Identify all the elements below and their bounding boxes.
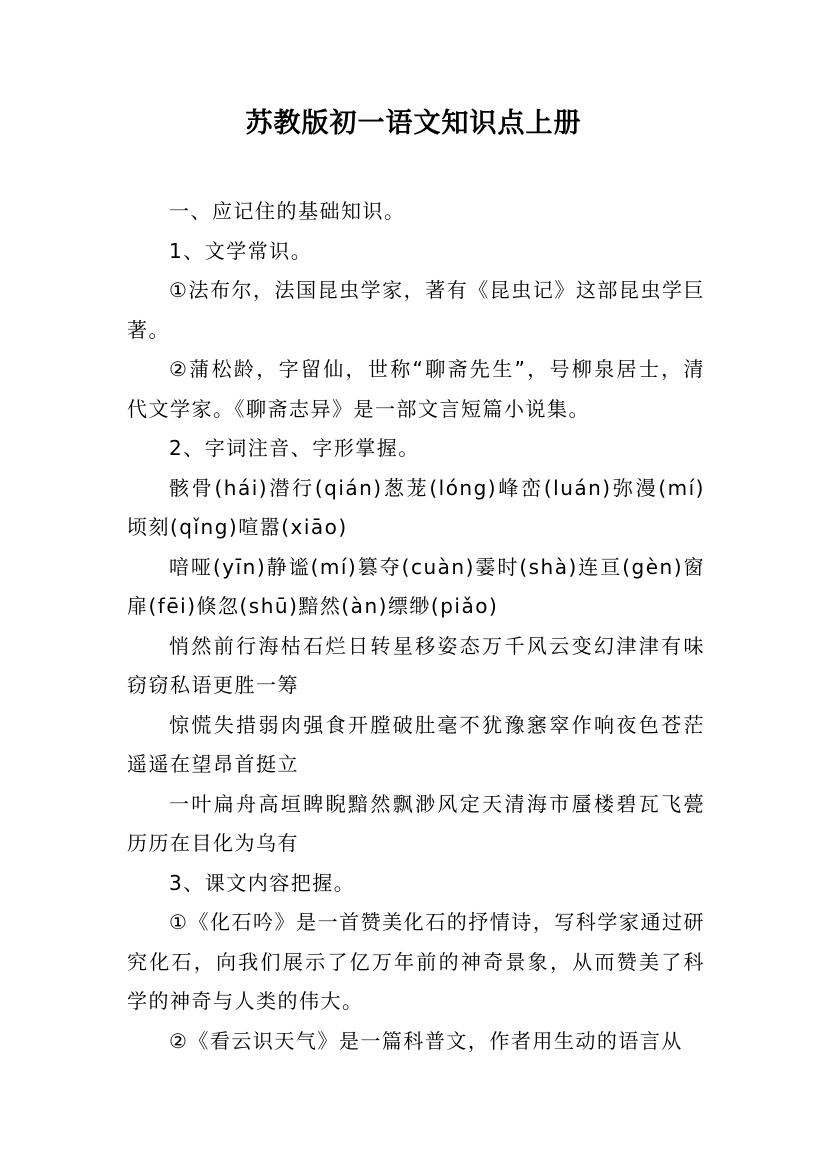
paragraph-idioms-3: 一叶扁舟高垣睥睨黯然飘渺风定天清海市蜃楼碧瓦飞甍历历在目化为乌有 <box>127 791 705 855</box>
subheading-pronunciation: 2、字词注音、字形掌握。 <box>169 436 420 460</box>
paragraph-idioms-1: 悄然前行海枯石烂日转星移姿态万千风云变幻津津有味窃窃私语更胜一筹 <box>127 633 705 697</box>
subheading-literary-knowledge: 1、文学常识。 <box>169 238 313 263</box>
paragraph-fabre: ①法布尔，法国昆虫学家，著有《昆虫记》这部昆虫学巨著。 <box>127 278 705 342</box>
paragraph-pinyin-1: 骸骨(hái)潜行(qián)葱茏(lóng)峰峦(luán)弥漫(mí)顷刻(qǐng)喧嚣(xiāo) <box>127 475 705 539</box>
subheading-text-content: 3、课文内容把握。 <box>169 870 356 895</box>
document-title: 苏教版初一语文知识点上册 <box>245 108 582 139</box>
paragraph-fossil-poem: ①《化石吟》是一首赞美化石的抒情诗，写科学家通过研究化石，向我们展示了亿万年前的神奇景象，从而赞美了科学的神奇与人类的伟大。 <box>127 910 705 1013</box>
paragraph-idioms-2: 惊慌失措弱肉强食开膛破肚毫不犹豫窸窣作响夜色苍茫遥遥在望昂首挺立 <box>127 712 705 776</box>
paragraph-pu-songling: ②蒲松龄，字留仙，世称“聊斋先生”，号柳泉居士，清代文学家。《聊斋志异》是一部文言短篇小说集。 <box>127 357 705 421</box>
paragraph-cloud-weather: ②《看云识天气》是一篇科普文，作者用生动的语言从 <box>169 1028 683 1053</box>
section-heading-basics: 一、应记住的基础知识。 <box>169 199 406 223</box>
paragraph-pinyin-2: 喑哑(yīn)静谧(mí)篡夺(cuàn)霎时(shà)连亘(gèn)窗扉(fēi)倏忽(shū)黯然(àn)缥缈(piǎo) <box>127 554 705 618</box>
document-body <box>127 192 705 1061</box>
